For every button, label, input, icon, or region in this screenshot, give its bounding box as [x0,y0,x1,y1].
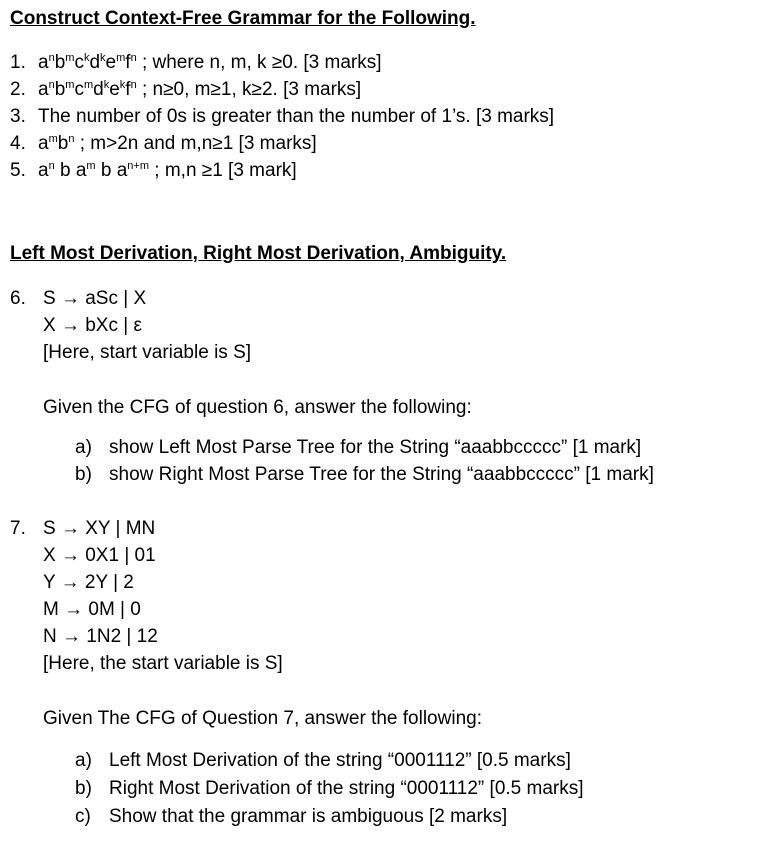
text-run: a [38,52,49,73]
q6-note: [Here, start variable is S] [43,342,252,363]
q7-sub-a-label: a) [75,750,92,771]
question-text [38,52,382,73]
exponent: k [83,52,90,64]
q7-sub-c-text: Show that the grammar is ambiguous [2 marks] [109,806,508,827]
q6-rule-s: S → aSc | X [43,288,147,309]
q7-rule-y: Y → 2Y | 2 [43,572,134,593]
question-number: 5. [10,160,26,181]
question-text [38,79,361,100]
exponent: m [86,160,96,172]
question-5 [10,160,297,182]
q7-rule-x: X → 0X1 | 01 [43,545,156,566]
exponent: n [48,52,55,64]
exponent: m [65,52,75,64]
exponent: k [119,79,126,91]
text-run: b a [95,160,128,181]
question-7-number: 7. [10,518,26,539]
exponent: m [65,79,75,91]
q7-rule-n: N → 1N2 | 12 [43,626,158,647]
question-1 [10,52,382,74]
exponent: n [48,79,55,91]
q6-sub-b-label: b) [75,464,92,485]
text-run: e [109,79,120,100]
exponent: m [48,133,58,145]
exponent: k [103,79,110,91]
q7-sub-c-label: c) [75,806,91,827]
text-run: ; where n, m, k ≥0. [3 marks] [136,52,382,73]
text-run: c [74,52,84,73]
text-run: b [57,133,69,154]
section1-heading: Construct Context-Free Grammar for the Following. [10,8,476,29]
q7-rule-s: S → XY | MN [43,518,156,539]
question-number: 4. [10,133,26,154]
exponent: n [48,160,55,172]
q7-sub-a-text: Left Most Derivation of the string “0001112” [0.5 marks] [109,750,571,771]
text-run: b a [54,160,87,181]
exponent: m [116,52,126,64]
q6-sub-a-text: show Left Most Parse Tree for the String “aaabbccccc” [1 mark] [109,437,642,458]
q7-rule-m: M → 0M | 0 [43,599,141,620]
q6-rule-x: X → bXc | ε [43,315,142,336]
text-run: ; n≥0, m≥1, k≥2. [3 marks] [136,79,362,100]
question-6-number: 6. [10,288,26,309]
section2-heading: Left Most Derivation, Right Most Derivation, Ambiguity. [10,243,507,264]
q6-sub-a-label: a) [75,437,92,458]
q7-note: [Here, the start variable is S] [43,653,283,674]
q7-sub-b-text: Right Most Derivation of the string “0001112” [0.5 marks] [109,778,584,799]
text-run: d [93,79,104,100]
exponent: k [100,52,106,64]
question-3 [10,106,554,128]
text-run: a [38,133,49,154]
question-text [38,160,297,181]
text-run: b [54,52,66,73]
exponent: n [68,133,75,145]
question-number: 1. [10,52,26,73]
exponent: n [130,52,137,64]
text-run: b [54,79,66,100]
question-text [38,106,554,127]
text-run: d [89,52,101,73]
question-2 [10,79,361,101]
q6-sub-b-text: show Right Most Parse Tree for the String “aaabbccccc” [1 mark] [109,464,654,485]
text-run: f [125,79,131,100]
text-run: The number of 0s is greater than the number of 1’s. [3 marks] [38,106,555,127]
exponent: m [83,79,94,91]
q7-sub-b-label: b) [75,778,92,799]
q6-prompt: Given the CFG of question 6, answer the following: [43,397,472,418]
question-number: 2. [10,79,26,100]
text-run: e [105,52,117,73]
q7-prompt: Given The CFG of Question 7, answer the following: [43,708,482,729]
text-run: ; m,n ≥1 [3 mark] [149,160,297,181]
text-run: a [38,160,49,181]
text-run: a [38,79,49,100]
question-4 [10,133,317,155]
exponent: n [130,79,137,91]
text-run: c [74,79,84,100]
question-number: 3. [10,106,26,127]
question-text [38,133,317,154]
text-run: f [125,52,131,73]
exponent: n+m [127,160,149,172]
text-run: ; m>2n and m,n≥1 [3 marks] [74,133,317,154]
